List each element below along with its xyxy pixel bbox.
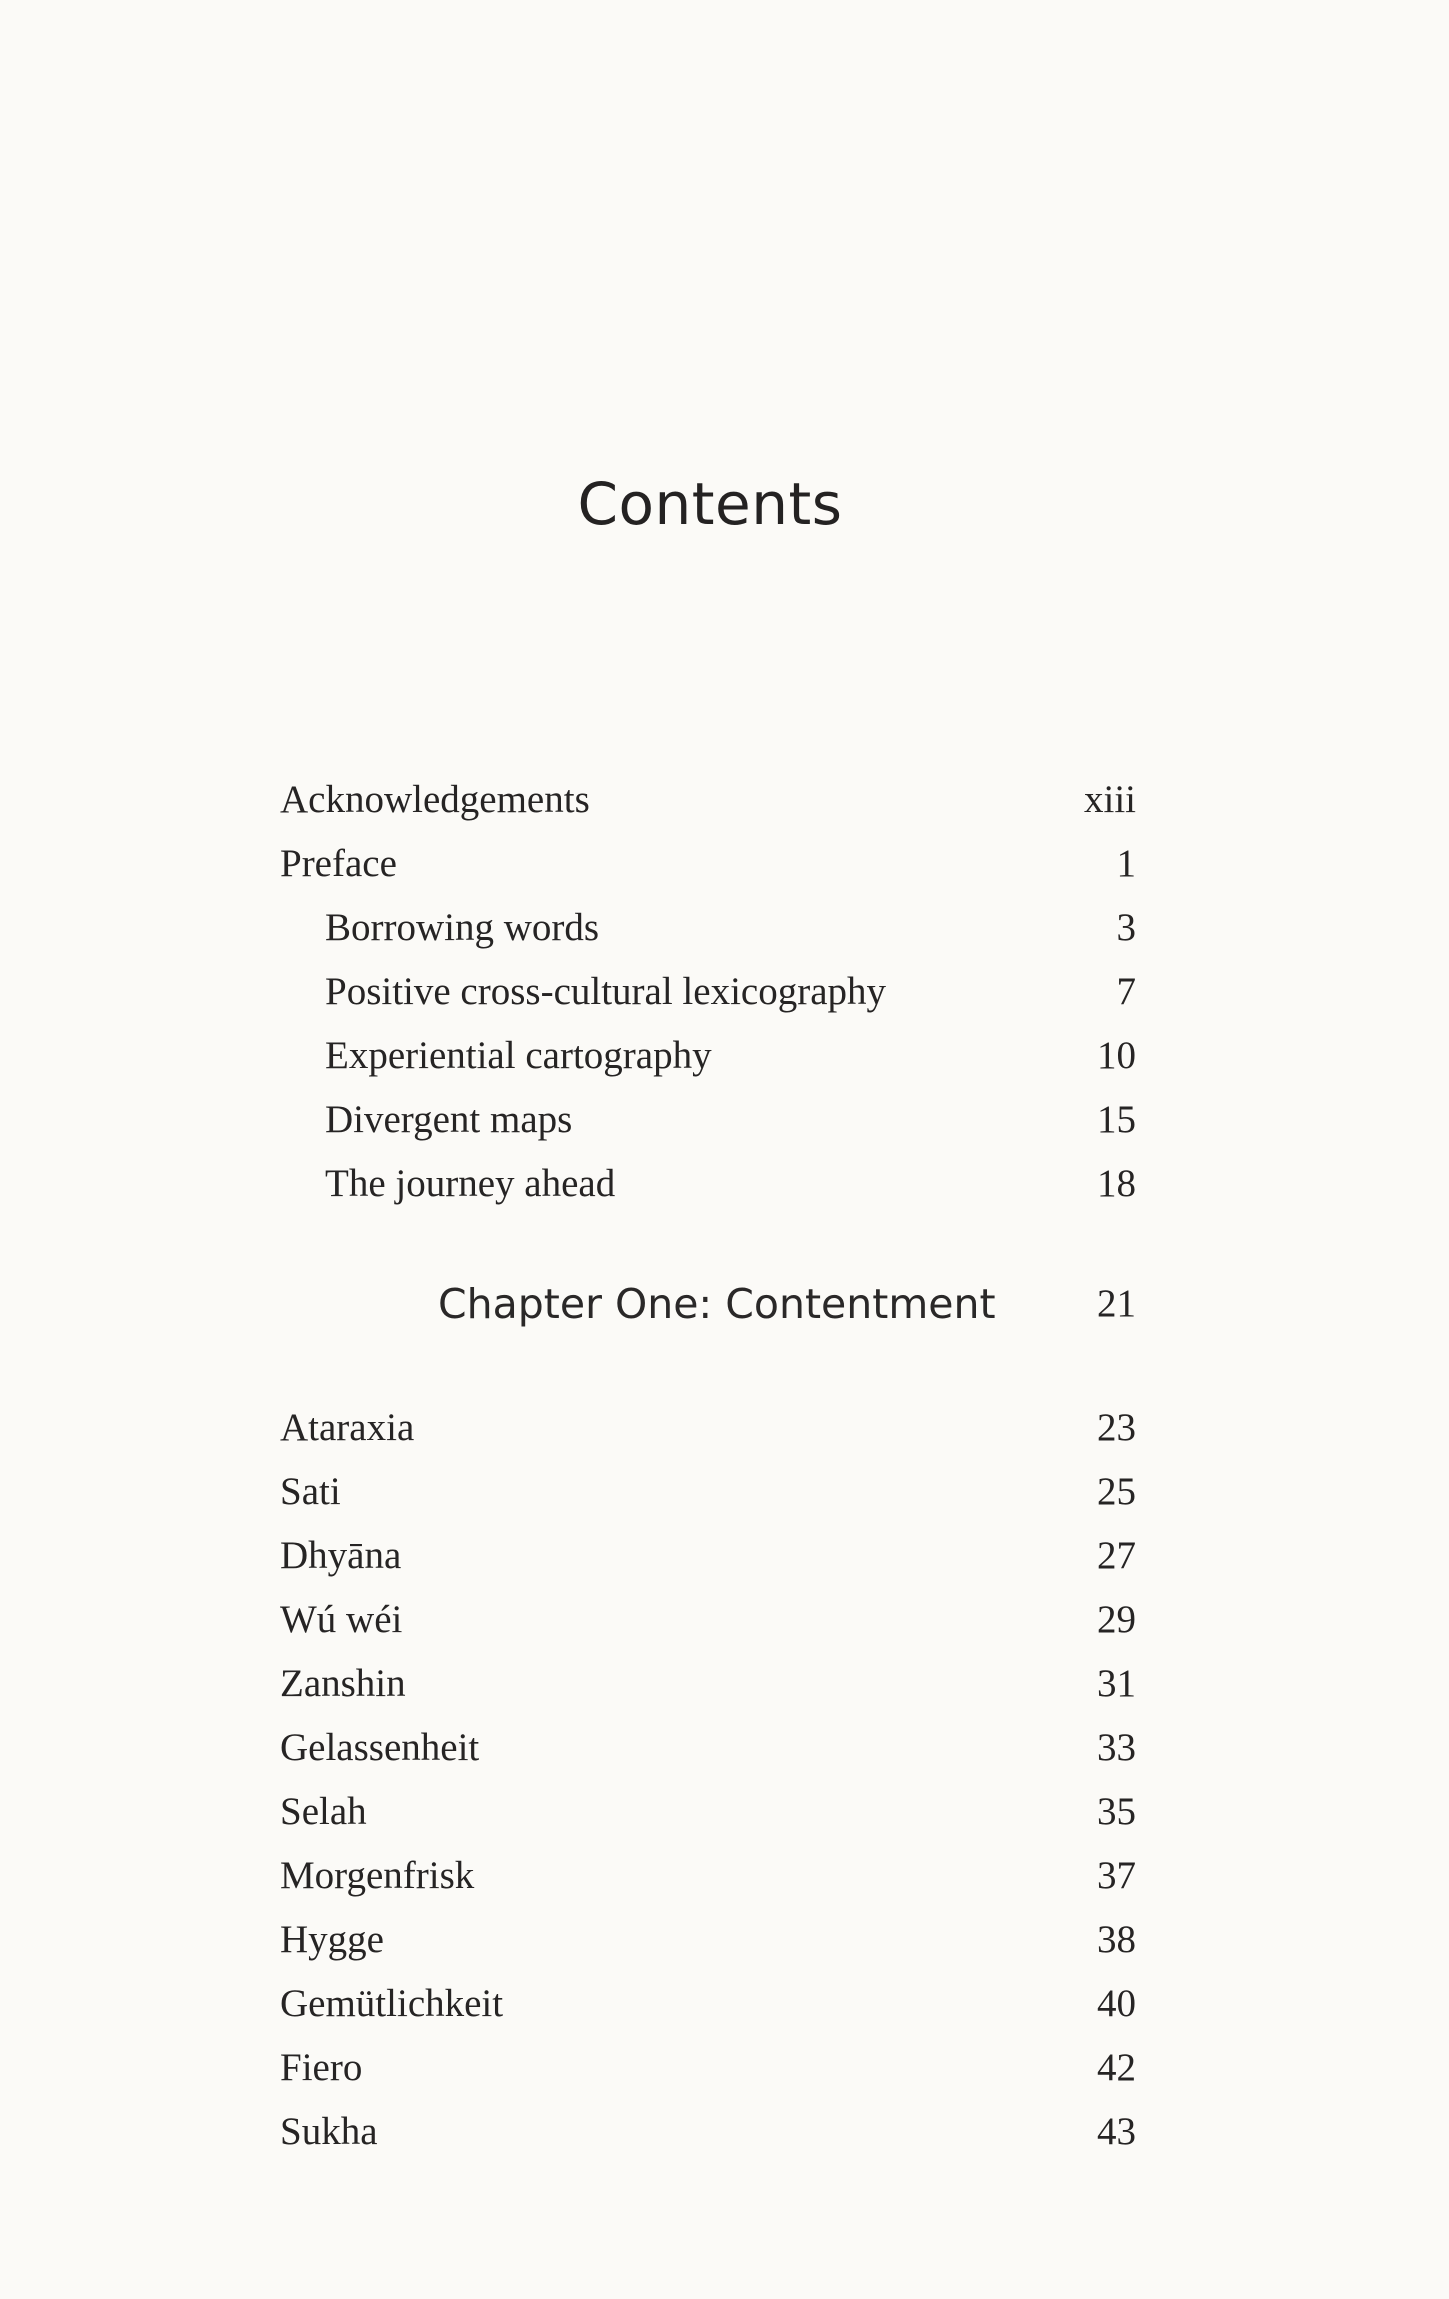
toc-entry-label: Preface xyxy=(280,842,397,885)
toc-entry-label: Gemütlichkeit xyxy=(280,1982,504,2025)
toc-entry-acknowledgements xyxy=(280,768,1136,832)
toc-subentry xyxy=(280,1088,1136,1152)
toc-entry-page: 3 xyxy=(1116,906,1136,949)
toc-entry-page: 1 xyxy=(1116,842,1136,885)
toc-entry-label: The journey ahead xyxy=(325,1162,616,1205)
toc-subentry xyxy=(280,896,1136,960)
chapter-title: Chapter One: Contentment xyxy=(438,1280,996,1328)
toc-entry xyxy=(280,2036,1136,2100)
toc-entry-label: Positive cross-cultural lexicography xyxy=(325,970,887,1013)
toc-entry-label: Sati xyxy=(280,1470,341,1513)
toc-entry-page: 29 xyxy=(1097,1598,1136,1641)
toc-entry-page: 27 xyxy=(1097,1534,1136,1577)
toc-entry-label: Wú wéi xyxy=(280,1598,403,1641)
toc-entry xyxy=(280,2100,1136,2164)
toc-entry xyxy=(280,1524,1136,1588)
toc-entry-page: 10 xyxy=(1097,1034,1136,1077)
toc-entry-label: Hygge xyxy=(280,1918,384,1961)
toc-entry-page: 31 xyxy=(1097,1662,1136,1705)
toc-entry-page: xiii xyxy=(1083,778,1136,821)
toc-entry-label: Sukha xyxy=(280,2110,378,2153)
toc-entry-preface xyxy=(280,832,1136,896)
toc-entry xyxy=(280,1396,1136,1460)
toc-entry-page: 43 xyxy=(1097,2110,1136,2153)
toc-entry xyxy=(280,1780,1136,1844)
toc-entry-label: Acknowledgements xyxy=(280,778,590,821)
toc-subentry xyxy=(280,1024,1136,1088)
toc-entry-label: Gelassenheit xyxy=(280,1726,480,1769)
toc-entry-page: 25 xyxy=(1097,1470,1136,1513)
toc-entry xyxy=(280,1588,1136,1652)
toc-entry-label: Borrowing words xyxy=(325,906,600,949)
toc-subentry xyxy=(280,1152,1136,1216)
toc-entry-page: 42 xyxy=(1097,2046,1136,2089)
toc-entry-label: Ataraxia xyxy=(280,1406,415,1449)
toc-subentry xyxy=(280,960,1136,1024)
toc-entry-page: 33 xyxy=(1097,1726,1136,1769)
toc-entry-label: Morgenfrisk xyxy=(280,1854,475,1897)
toc-entry-label: Dhyāna xyxy=(280,1534,402,1577)
toc-entry xyxy=(280,1652,1136,1716)
toc-entry xyxy=(280,1908,1136,1972)
toc-entry-label: Divergent maps xyxy=(325,1098,573,1141)
toc-entry xyxy=(280,1844,1136,1908)
toc-entry-label: Selah xyxy=(280,1790,367,1833)
toc-entry xyxy=(280,1460,1136,1524)
toc-entry xyxy=(280,1972,1136,2036)
page-title: Contents xyxy=(577,470,843,538)
toc-entry-page: 35 xyxy=(1097,1790,1136,1833)
toc-entry-page: 15 xyxy=(1097,1098,1136,1141)
toc-chapter-heading xyxy=(280,1272,1136,1336)
toc-entry-page: 18 xyxy=(1097,1162,1136,1205)
toc-entry-page: 37 xyxy=(1097,1854,1136,1897)
toc-entry-page: 7 xyxy=(1116,970,1136,1013)
toc-entry-page: 23 xyxy=(1097,1406,1136,1449)
toc-entry-page: 38 xyxy=(1097,1918,1136,1961)
toc-entry-label: Fiero xyxy=(280,2046,363,2089)
toc-entry xyxy=(280,1716,1136,1780)
toc-entry-label: Experiential cartography xyxy=(325,1034,712,1077)
toc-entry-page: 21 xyxy=(1097,1282,1136,1325)
toc-entry-label: Zanshin xyxy=(280,1662,406,1705)
toc-entry-page: 40 xyxy=(1097,1982,1136,2025)
